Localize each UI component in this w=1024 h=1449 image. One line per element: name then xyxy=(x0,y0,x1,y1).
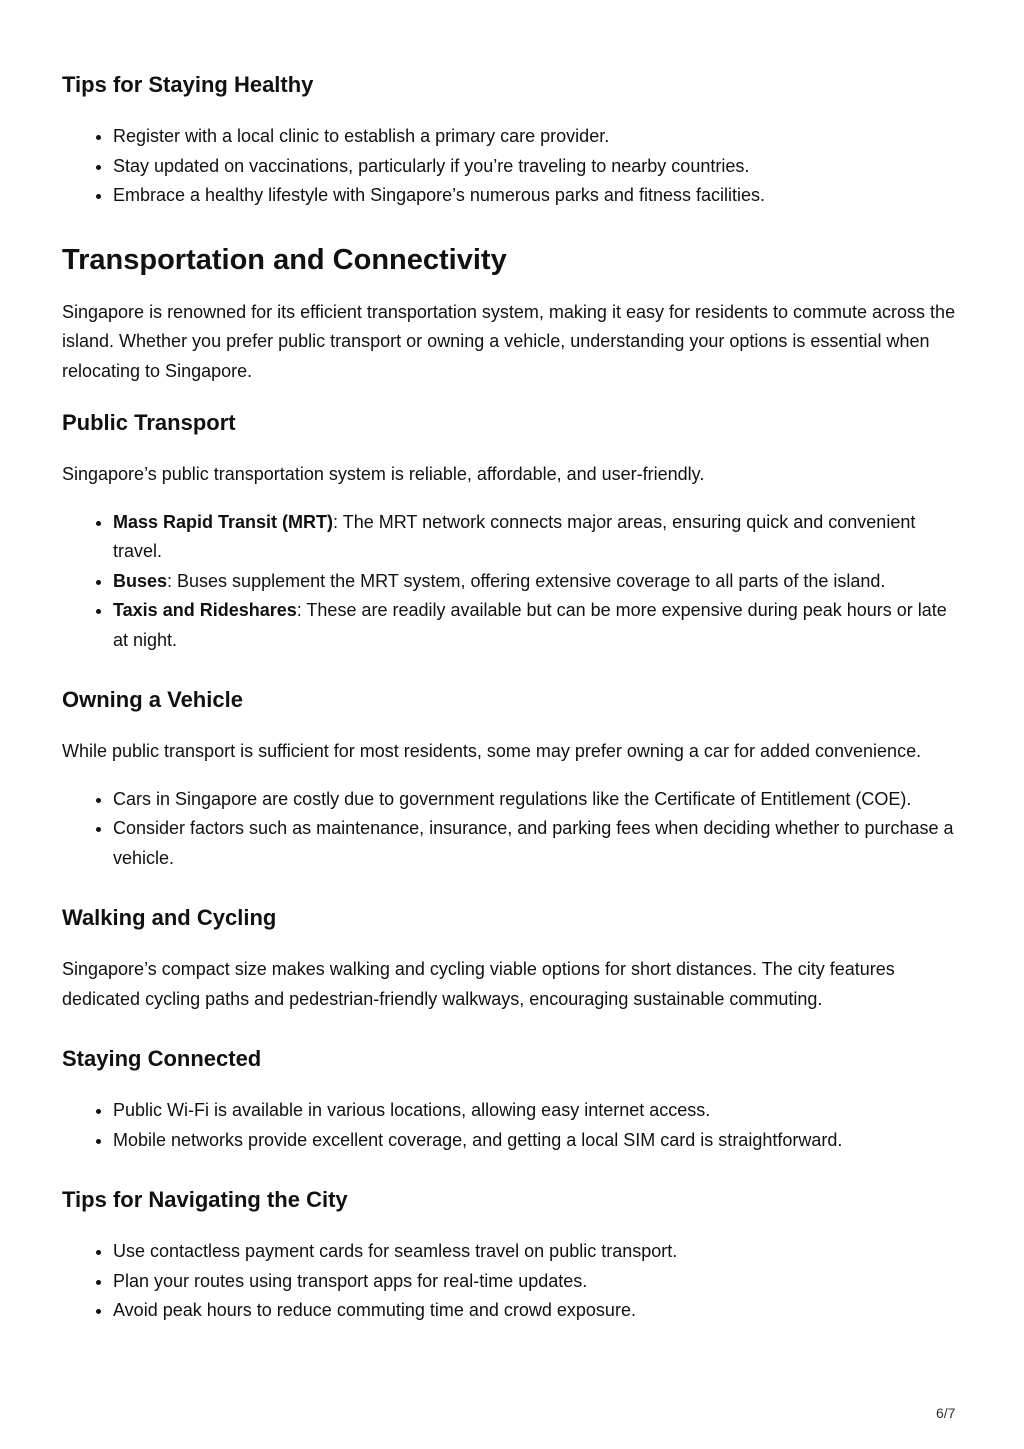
list-item: • Mobile networks provide excellent coverage, and getting a local SIM card is straightforward. xyxy=(113,1126,962,1156)
list-item: • Use contactless payment cards for seamless travel on public transport. xyxy=(113,1237,962,1267)
list-tips-staying-healthy xyxy=(62,122,962,211)
heading-tips-staying-healthy: Tips for Staying Healthy xyxy=(62,72,314,97)
list-item-text: : Buses supplement the MRT system, offering extensive coverage to all parts of the island. xyxy=(167,570,886,591)
heading-walking-cycling: Walking and Cycling xyxy=(62,905,277,930)
list-staying-connected xyxy=(62,1096,962,1155)
paragraph-walking-cycling: Singapore’s compact size makes walking and cycling viable options for short distances. The city features dedicated cycling paths and pedestrian-friendly walkways, encouraging sustainable commuting. xyxy=(62,959,895,1009)
list-item xyxy=(113,596,962,655)
list-item-term: Buses xyxy=(113,570,168,591)
heading-staying-connected: Staying Connected xyxy=(62,1046,262,1071)
list-item: • Stay updated on vaccinations, particularly if you’re traveling to nearby countries. xyxy=(113,152,962,182)
paragraph-transport-intro: Singapore is renowned for its efficient transportation system, making it easy for residents to commute across the island. Whether you prefer public transport or owning a vehicle, understanding your options is essential when relocating to Singapore. xyxy=(62,301,956,381)
list-tips-navigating-city xyxy=(62,1237,962,1326)
list-item: • Avoid peak hours to reduce commuting time and crowd exposure. xyxy=(113,1296,962,1326)
list-owning-vehicle xyxy=(62,785,962,874)
list-item: • Consider factors such as maintenance, insurance, and parking fees when deciding whether to purchase a vehicle. xyxy=(113,814,962,873)
list-item: • Embrace a healthy lifestyle with Singapore’s numerous parks and fitness facilities. xyxy=(113,181,962,211)
list-public-transport xyxy=(62,508,962,656)
list-item-text: : The MRT network connects major areas, ensuring quick and convenient travel. xyxy=(113,511,916,561)
heading-tips-navigating-city: Tips for Navigating the City xyxy=(62,1187,348,1212)
document-page xyxy=(62,70,962,1326)
paragraph-public-transport-intro: Singapore’s public transportation system is reliable, affordable, and user-friendly. xyxy=(62,464,705,484)
heading-public-transport: Public Transport xyxy=(62,410,236,435)
list-item-term: Taxis and Rideshares xyxy=(113,600,297,620)
list-item: • Cars in Singapore are costly due to government regulations like the Certificate of Entitlement (COE). xyxy=(113,785,962,815)
heading-owning-vehicle: Owning a Vehicle xyxy=(62,687,243,712)
list-item xyxy=(113,567,962,597)
list-item xyxy=(113,508,962,567)
heading-transportation-connectivity: Transportation and Connectivity xyxy=(62,243,507,276)
list-item: • Register with a local clinic to establish a primary care provider. xyxy=(113,122,962,152)
paragraph-vehicle-intro: While public transport is sufficient for most residents, some may prefer owning a car for added convenience. xyxy=(62,741,922,761)
list-item-term: Mass Rapid Transit (MRT) xyxy=(113,511,334,532)
page-number: 6/7 xyxy=(936,1405,956,1421)
list-item: • Plan your routes using transport apps for real-time updates. xyxy=(113,1267,962,1297)
list-item: • Public Wi-Fi is available in various locations, allowing easy internet access. xyxy=(113,1096,962,1126)
list-item-text: : These are readily available but can be more expensive during peak hours or late at night. xyxy=(113,600,947,650)
